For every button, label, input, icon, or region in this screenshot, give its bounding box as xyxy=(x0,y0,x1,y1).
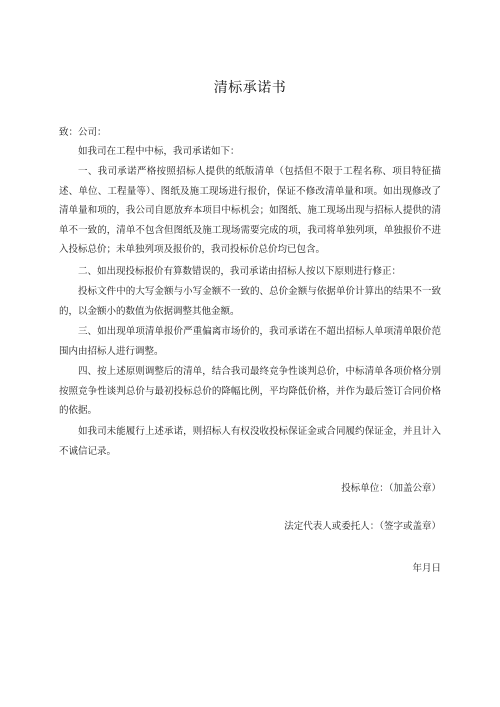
clause-1 xyxy=(59,162,441,260)
document-title: 清标承诺书 xyxy=(213,80,287,96)
clause-2-text: 二、如出现投标报价有算数错误的，我司承诺由招标人按以下原则进行修正： xyxy=(78,266,402,277)
signature-date: 年月日 xyxy=(412,563,441,574)
clause-3-text: 三、如出现单项清单报价严重偏离市场价的，我司承诺在不超出招标人单项清单限价范围内由招标人进行调整。 xyxy=(59,326,441,357)
clause-4 xyxy=(59,362,441,421)
salutation xyxy=(59,123,441,143)
intro-paragraph xyxy=(59,142,441,162)
clause-final xyxy=(59,422,441,461)
clause-1-text: 一、我司承诺严格按照招标人提供的纸版清单（包括但不限于工程名称、项目特征描述、单位、工程量等）、图纸及施工现场进行报价，保证不修改清单量和项。如出现修改了清单量和项的，我公司自愿放弃本项目中标机会；如图纸、施工现场出现与招标人提供的清单不一致的，清单不包含但图纸及施工现场需要完成的项，我司将单独列项，单独报价不进入投标总价；未单独列项及报价的，我司投标价总价均已包含。 xyxy=(59,166,441,255)
signature-representative: 法定代表人或委托人：（签字或盖章） xyxy=(284,521,441,532)
intro-text: 如我司在工程中中标，我司承诺如下： xyxy=(78,146,240,157)
clause-2-detail-text: 投标文件中的大写金额与小写金额不一致的、总价金额与依据单价计算出的结果不一致的，以金额小的数值为依据调整其他金额。 xyxy=(59,286,441,317)
salutation-text: 致：公司： xyxy=(59,127,107,138)
clause-2-detail xyxy=(59,282,441,321)
clause-3 xyxy=(59,322,441,361)
clause-4-text: 四、按上述原则调整后的清单，结合我司最终竞争性谈判总价，中标清单各项价格分别按照竞争性谈判总价与最初投标总价的降幅比例，平均降低价格，并作为最后签订合同价格的依据。 xyxy=(59,366,441,416)
signature-unit: 投标单位：（加盖公章） xyxy=(341,483,441,494)
clause-final-text: 如我司未能履行上述承诺，则招标人有权没收投标保证金或合同履约保证金，并且计入不诚信记录。 xyxy=(59,426,441,457)
clause-2 xyxy=(59,262,441,282)
